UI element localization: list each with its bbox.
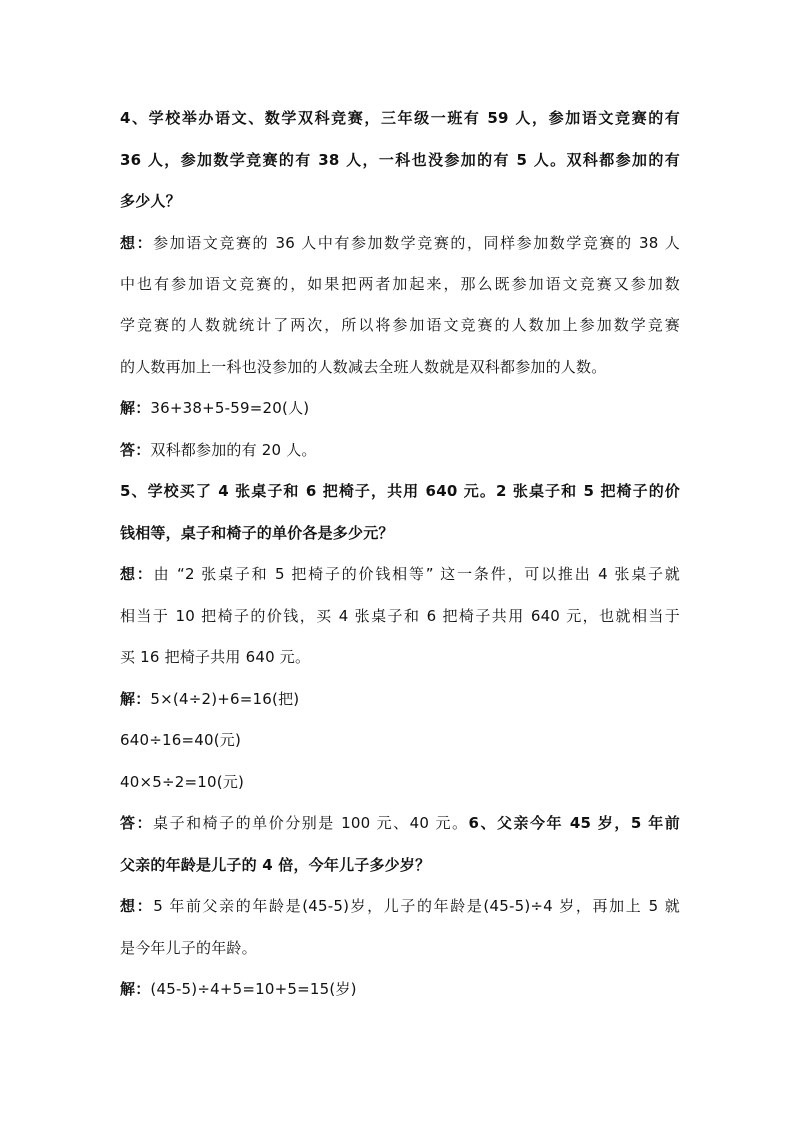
problem-5-think-line-2: 相当于 10 把椅子的价钱，买 4 张桌子和 6 把椅子共用 640 元，也就相当于 [120,607,680,625]
problem-5-think-line-1 [120,564,680,584]
problem-6-think-line-2: 是今年儿子的年龄。 [120,939,257,957]
solve-text: 36+38+5-59=20(人) [150,399,310,417]
problem-4-solve-line [120,398,680,418]
answer-text: 桌子和椅子的单价分别是 100 元、40 元。 [153,814,469,832]
problem-4-question-line-3: 多少人？ [120,192,181,210]
problem-4-question-line-1: 4、学校举办语文、数学双科竞赛，三年级一班有 59 人，参加语文竞赛的有 [120,109,680,127]
problem-5-think-line-3: 买 16 把椅子共用 640 元。 [120,648,311,666]
think-text: 参加语文竞赛的 36 人中有参加数学竞赛的，同样参加数学竞赛的 38 人 [153,234,680,252]
think-text: 5 年前父亲的年龄是(45-5)岁，儿子的年龄是(45-5)÷4 岁，再加上 5 就 [153,897,680,915]
think-label: 想： [120,565,154,583]
problem-5-question-line-1: 5、学校买了 4 张桌子和 6 把椅子，共用 640 元。2 张桌子和 5 把椅子的价 [120,482,680,500]
problem-4-question-line-2: 36 人，参加数学竞赛的有 38 人，一科也没参加的有 5 人。双科都参加的有 [120,151,680,169]
problem-6-question-start: 6、父亲今年 45 岁，5 年前 [468,814,680,832]
problem-4-think-line-1 [120,233,680,253]
problem-5-solve-line-1 [120,689,680,709]
answer-text: 双科都参加的有 20 人。 [150,441,317,459]
problem-4-answer-line [120,440,680,460]
problem-5-solve-line-2: 640÷16=40(元) [120,731,242,749]
problem-6-solve-line [120,979,680,999]
problem-4-think-line-2: 中也有参加语文竞赛的，如果把两者加起来，那么既参加语文竞赛又参加数 [120,275,680,293]
problem-5-solve-line-3: 40×5÷2=10(元) [120,773,245,791]
answer-label: 答： [120,814,154,832]
problem-4-think-line-3: 学竞赛的人数就统计了两次，所以将参加语文竞赛的人数加上参加数学竞赛 [120,316,680,334]
solve-text: 5×(4÷2)+6=16(把) [150,690,300,708]
solve-label: 解： [120,399,151,417]
answer-label: 答： [120,441,151,459]
solve-label: 解： [120,690,151,708]
problem-5-question-line-2: 钱相等，桌子和椅子的单价各是多少元？ [120,524,394,542]
solve-text: (45-5)÷4+5=10+5=15(岁) [150,980,357,998]
problem-5-answer-and-problem-6-line [120,813,680,833]
think-text: 由 “2 张桌子和 5 把椅子的价钱相等” 这一条件，可以推出 4 张桌子就 [153,565,680,583]
think-label: 想： [120,897,154,915]
problem-6-think-line-1 [120,896,680,916]
problem-6-question-line-2: 父亲的年龄是儿子的 4 倍，今年儿子多少岁？ [120,856,431,874]
solve-label: 解： [120,980,151,998]
problem-4-think-line-4: 的人数再加上一科也没参加的人数减去全班人数就是双科都参加的人数。 [120,358,607,376]
think-label: 想： [120,234,154,252]
